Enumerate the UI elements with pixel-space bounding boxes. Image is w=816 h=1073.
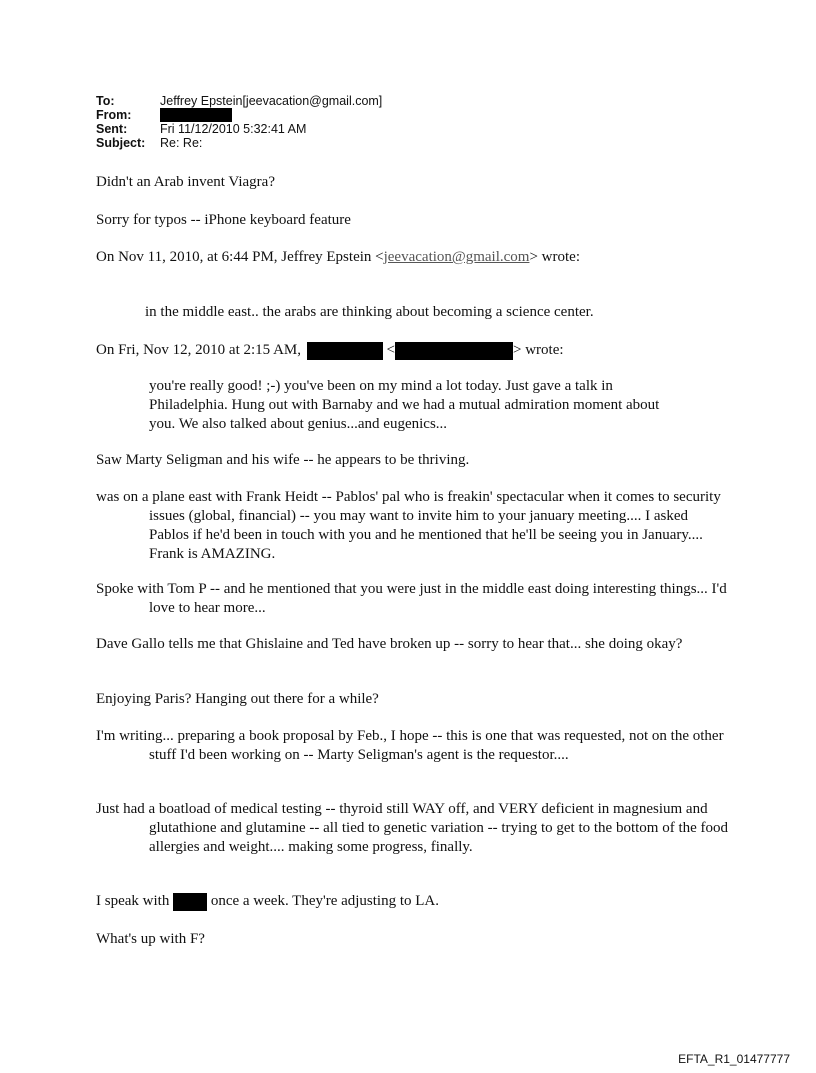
sent-row <box>96 122 382 136</box>
para-writing: I'm writing... preparing a book proposal by Feb., I hope -- this is one that was requested, not on the other stuff I'd been working on -- Marty Seligman's agent is the requestor.... <box>96 728 724 763</box>
email-header <box>96 94 382 150</box>
para-medical: Just had a boatload of medical testing -- thyroid still WAY off, and VERY deficient in magnesium and glutathione and glutamine -- all tied to genetic variation -- trying to get to the bottom of the food allergies and weight.... making some progress, finally. <box>96 801 729 855</box>
to-value: Jeffrey Epstein[jeevacation@gmail.com] <box>160 94 383 108</box>
wrote1-prefix: On Nov 11, 2010, at 6:44 PM, Jeffrey Epstein < <box>96 249 384 265</box>
sent-value: Fri 11/12/2010 5:32:41 AM <box>160 122 307 136</box>
wrote1-suffix: > wrote: <box>529 249 580 265</box>
para-seligman: Saw Marty Seligman and his wife -- he appears to be thriving. <box>96 452 470 468</box>
sender-email-redaction <box>395 342 513 360</box>
from-row <box>96 108 382 122</box>
subject-row <box>96 136 382 150</box>
para-plane: was on a plane east with Frank Heidt -- Pablos' pal who is freakin' spectacular when it comes to security issues (global, financial) -- you may want to invite him to your january meeting.... I asked Pablos if he'd been in touch with you and he mentioned that he'll be seeing you in January.... Frank is AMAZING. <box>96 489 721 562</box>
para-paris: Enjoying Paris? Hanging out there for a while? <box>96 691 379 707</box>
wrote2-suffix: > wrote: <box>512 342 564 358</box>
body-line-viagra: Didn't an Arab invent Viagra? <box>96 174 275 190</box>
para-tom: Spoke with Tom P -- and he mentioned that you were just in the middle east doing interesting things... I'd love to hear more... <box>96 581 727 616</box>
email-link[interactable]: jeevacation@gmail.com <box>383 249 530 265</box>
body-line-typos: Sorry for typos -- iPhone keyboard feature <box>96 212 351 228</box>
to-row <box>96 94 382 108</box>
sender-name-redaction <box>307 342 383 360</box>
subject-value: Re: Re: <box>160 136 203 150</box>
para-gallo: Dave Gallo tells me that Ghislaine and Ted have broken up -- sorry to hear that... she doing okay? <box>96 636 683 652</box>
para-speak <box>96 892 676 911</box>
quoted-paragraph: you're really good! ;-) you've been on my mind a lot today. Just gave a talk in Philadelphia. Hung out with Barnaby and we had a mutual admiration moment about you. We also talked about genius...and eugenics... <box>149 378 660 432</box>
from-label: From: <box>96 108 132 122</box>
para-f: What's up with F? <box>96 931 205 947</box>
document-id: EFTA_R1_01477777 <box>678 1052 790 1066</box>
middle-east-line: in the middle east.. the arabs are thinking about becoming a science center. <box>145 304 594 320</box>
wrote-line-2 <box>96 341 676 360</box>
speak-suffix: once a week. They're adjusting to LA. <box>210 893 440 909</box>
wrote2-prefix: On Fri, Nov 12, 2010 at 2:15 AM, <box>96 342 302 358</box>
wrote2-lt: < <box>386 342 395 358</box>
to-label: To: <box>96 94 115 108</box>
speak-redaction <box>173 893 207 911</box>
subject-label: Subject: <box>96 136 146 150</box>
sent-label: Sent: <box>96 122 128 136</box>
from-redaction <box>160 108 232 122</box>
wrote-line-1 <box>96 248 676 267</box>
speak-prefix: I speak with <box>96 893 170 909</box>
